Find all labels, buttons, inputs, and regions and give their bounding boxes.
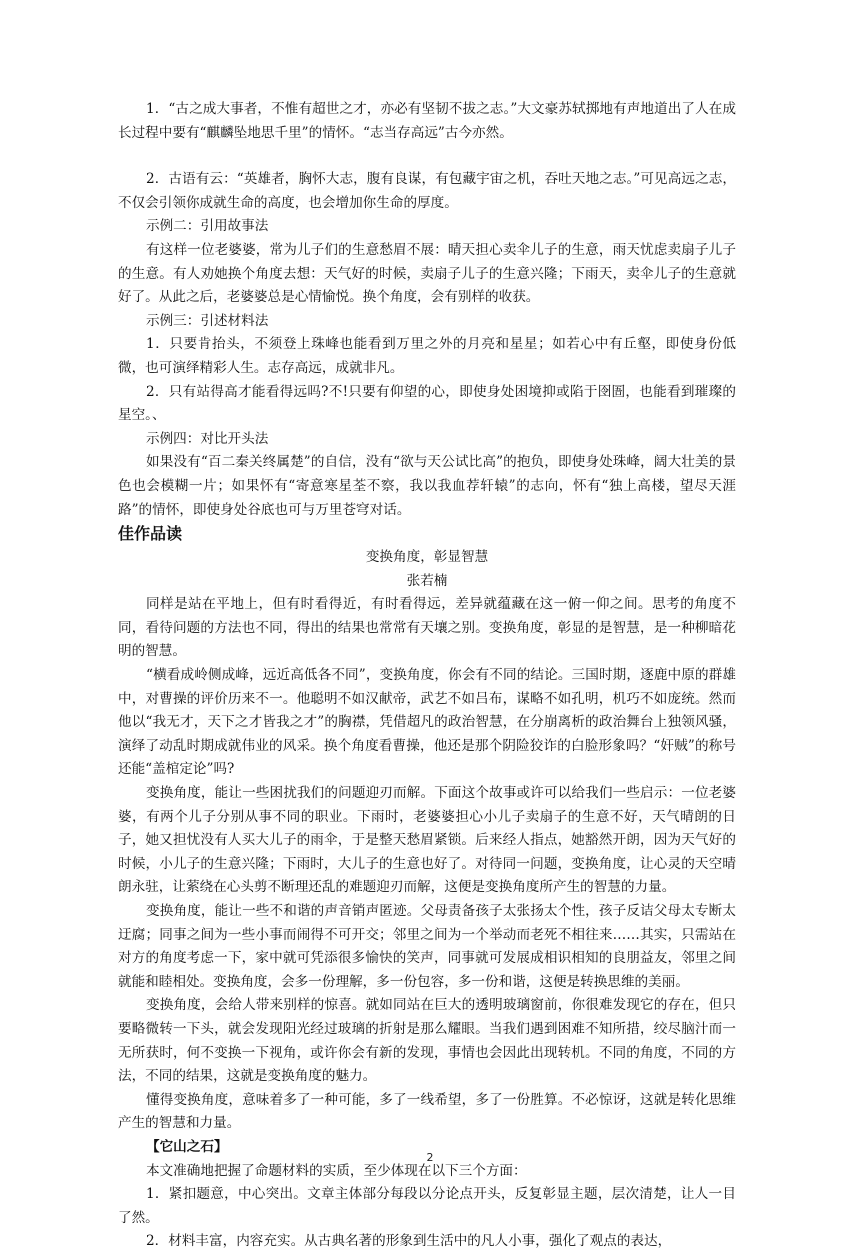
paragraph-material-1: 1．只要肯抬头，不须登上珠峰也能看到万里之外的月亮和星星；如若心中有丘壑，即使身份低微，也可演绎精彩人生。志存高远，成就非凡。 (118, 336, 736, 376)
commentary-heading: 【它山之石】 (146, 1138, 228, 1155)
essay-paragraph-6: 懂得变换角度，意味着多了一种可能，多了一线希望，多了一份胜算。不必惊讶，这就是转化思维产生的智慧和力量。 (118, 1091, 736, 1132)
essay-author: 张若楠 (406, 572, 448, 589)
essay-paragraph-1: 同样是站在平地上，但有时看得近，有时看得远，差异就蕴藏在这一俯一仰之间。思考的角度不同，看待问题的方法也不同，得出的结果也常常有天壤之别。变换角度，彰显的是智慧，是一种柳暗花明的智慧。 (118, 596, 736, 660)
example-3-label: 示例三：引述材料法 (146, 312, 269, 329)
document-body (118, 98, 736, 1254)
commentary-paragraph-3: 2．材料丰富，内容充实。从古典名著的形象到生活中的凡人小事，强化了观点的表达， (146, 1233, 672, 1250)
essay-paragraph-2: “横看成岭侧成峰，远近高低各不同”，变换角度，你会有不同的结论。三国时期，逐鹿中原的群雄中，对曹操的评价历来不一。他聪明不如汉献帝，武艺不如吕布，谋略不如孔明，机巧不如庞统。然而他以“我无才，天下之才皆我之才”的胸襟，凭借超凡的政治智慧，在分崩离析的政治舞台上独领风骚，演绎了动乱时期成就伟业的风采。换个角度看曹操，他还是那个阴险狡诈的白脸形象吗？“奸贼”的称号还能“盖棺定论”吗? (118, 667, 736, 778)
essay-paragraph-4: 变换角度，能让一些不和谐的声音销声匿迹。父母责备孩子太张扬太个性，孩子反诘父母太专断太迂腐；同事之间为一些小事而闹得不可开交；邻里之间为一个举动而老死不相往来……其实，只需站在对方的角度考虑一下，家中就可凭添很多愉快的笑声，同事就可发展成相识相知的良朋益友，邻里之间就能和睦相处。变换角度，会多一份理解，多一份包容，多一份和谐，这便是转换思维的美丽。 (118, 903, 736, 990)
essay-title: 变换角度，彰显智慧 (365, 549, 489, 566)
page-number: 2 (426, 1151, 434, 1164)
commentary-paragraph-2: 1．紧扣题意，中心突出。文章主体部分每段以分论点开头，反复彰显主题，层次清楚，让人一目了然。 (118, 1186, 736, 1226)
paragraph-contrast: 如果没有“百二秦关终属楚”的自信，没有“欲与天公试比高”的抱负，即使身处珠峰，阔大壮美的景色也会模糊一片；如果怀有“寄意寒星荃不察，我以我血荐轩辕”的志向，怀有“独上高楼，望尽天涯路”的情怀，即使身处谷底也可与万里苍穹对话。 (118, 454, 736, 518)
paragraph-quote-1: 1．“古之成大事者，不惟有超世之才，亦必有坚韧不拔之志。”大文豪苏轼掷地有声地道出了人在成长过程中要有“麒麟坠地思千里”的情怀。“志当存高远”古今亦然。 (118, 101, 736, 141)
paragraph-story: 有这样一位老婆婆，常为儿子们的生意愁眉不展：晴天担心卖伞儿子的生意，雨天忧虑卖扇子儿子的生意。有人劝她换个角度去想：天气好的时候，卖扇子儿子的生意兴隆；下雨天，卖伞儿子的生意就好了。从此之后，老婆婆总是心情愉悦。换个角度，会有别样的收获。 (118, 241, 736, 306)
commentary-paragraph-1: 本文准确地把握了命题材料的实质，至少体现在以下三个方面： (146, 1162, 527, 1179)
section-heading: 佳作品读 (118, 524, 183, 544)
paragraph-material-2: 2．只有站得高才能看得远吗?不!只要有仰望的心，即使身处困境抑或陷于囹圄，也能看到璀璨的星空。、 (118, 383, 736, 424)
essay-paragraph-3: 变换角度，能让一些困扰我们的问题迎刃而解。下面这个故事或许可以给我们一些启示：一位老婆婆，有两个儿子分别从事不同的职业。下雨时，老婆婆担心小儿子卖扇子的生意不好，天气晴朗的日子，她又担忧没有人买大儿子的雨伞，于是整天愁眉紧锁。后来经人指点，她豁然开朗，因为天气好的时候，小儿子的生意兴隆；下雨时，大儿子的生意也好了。对待同一问题，变换角度，让心灵的天空晴朗永驻，让萦绕在心头剪不断理还乱的难题迎刃而解，这便是变换角度所产生的智慧的力量。 (118, 785, 736, 896)
example-4-label: 示例四：对比开头法 (146, 430, 269, 447)
example-2-label: 示例二：引用故事法 (146, 218, 269, 235)
paragraph-quote-2: 2．古语有云：“英雄者，胸怀大志，腹有良谋，有包藏宇宙之机，吞吐天地之志。”可见高远之志，不仅会引领你成就生命的高度，也会增加你生命的厚度。 (118, 171, 736, 211)
essay-paragraph-5: 变换角度，会给人带来别样的惊喜。就如同站在巨大的透明玻璃窗前，你很难发现它的存在，但只要略微转一下头，就会发现阳光经过玻璃的折射是那么耀眼。当我们遇到困难不知所措，绞尽脑汁而一无所获时，何不变换一下视角，或许你会有新的发现，事情也会因此出现转机。不同的角度，不同的方法，不同的结果，这就是变换角度的魅力。 (118, 997, 736, 1085)
